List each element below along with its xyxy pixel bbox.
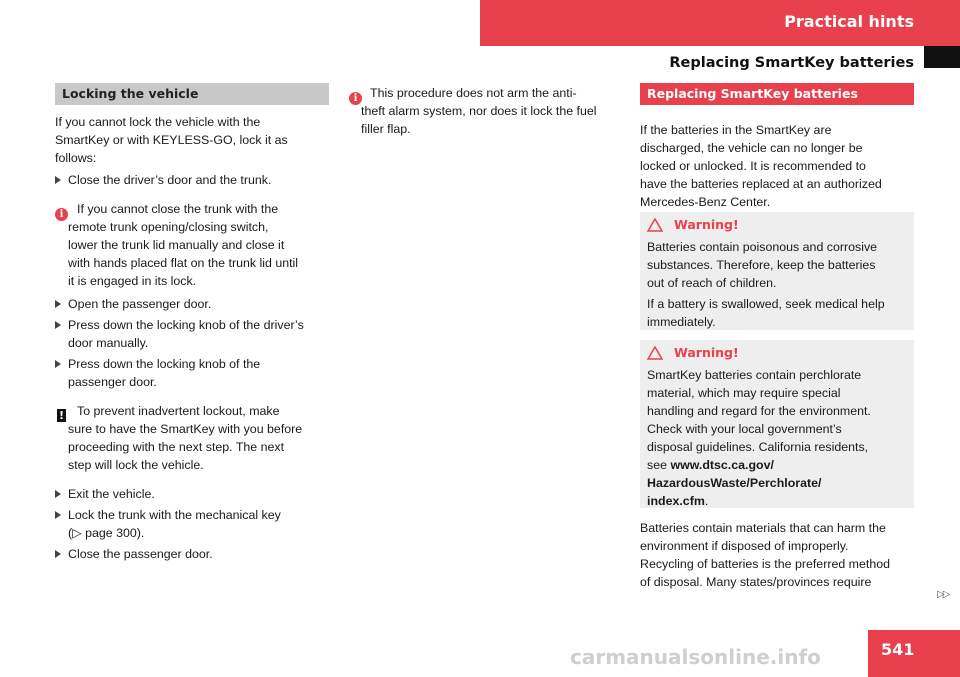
page-reference-link[interactable]: (▷ page 300).: [68, 526, 145, 540]
page-title: Replacing SmartKey batteries: [669, 55, 914, 71]
watermark: carmanualsonline.info: [570, 645, 821, 669]
step-arrow-icon: [55, 321, 61, 329]
header-tab-marker: [924, 46, 960, 68]
batteries-outro: Batteries contain materials that can harm the environment if disposed of improperly. Recycling of batteries is the preferred method of disposal. Many states/provinces require: [640, 521, 891, 589]
warning-box-poison: [640, 212, 914, 330]
section-heading-batteries: [640, 83, 914, 105]
dtsc-url-link[interactable]: www.dtsc.ca.gov/: [670, 458, 774, 472]
chapter-title: Practical hints: [784, 12, 914, 31]
warning-triangle-icon: [647, 218, 663, 232]
step-arrow-icon: [55, 300, 61, 308]
info-icon: i: [349, 86, 362, 105]
info-alarm-note: This procedure does not arm the anti-: [370, 86, 577, 100]
warning-triangle-icon: [647, 346, 663, 360]
warning-title: Warning!: [674, 345, 739, 360]
dtsc-url-link-end[interactable]: index.cfm: [647, 494, 705, 508]
step-close-doors: Close the driver’s door and the trunk.: [55, 171, 335, 189]
page-number: 541: [881, 640, 915, 659]
step-press-passenger-knob: Press down the locking knob of the passenger door.: [55, 355, 335, 373]
info-alarm-note-cont: theft alarm system, nor does it lock the fuel filler flap.: [361, 104, 597, 136]
step-press-driver-knob: Press down the locking knob of the driver’s door manually.: [55, 316, 335, 334]
section-heading-locking: [55, 83, 329, 105]
step-arrow-icon: [55, 511, 61, 519]
step-arrow-icon: [55, 550, 61, 558]
step-exit-vehicle: Exit the vehicle.: [55, 485, 335, 503]
page-number-tab: [868, 630, 960, 677]
locking-intro: If you cannot lock the vehicle with the SmartKey or with KEYLESS-GO, lock it as follows:: [55, 115, 288, 165]
caution-icon: !: [58, 409, 65, 422]
caution-lockout-cont: sure to have the SmartKey with you before proceeding with the next step. The next step will lock the vehicle.: [68, 422, 303, 472]
step-lock-trunk: Lock the trunk with the mechanical key (▷ page 300).: [55, 506, 335, 524]
step-arrow-icon: [55, 176, 61, 184]
step-open-passenger-door: Open the passenger door.: [55, 295, 335, 313]
step-arrow-icon: [55, 360, 61, 368]
step-arrow-icon: [55, 490, 61, 498]
warning-title: Warning!: [674, 217, 739, 232]
batteries-intro: If the batteries in the SmartKey are discharged, the vehicle can no longer be locked or unlocked. It is recommended to have the batteries replaced at an authorized Mercedes-Benz Center.: [640, 123, 882, 209]
info-trunk-note: If you cannot close the trunk with the: [77, 202, 279, 216]
info-icon: i: [55, 202, 68, 221]
dtsc-url-link-cont[interactable]: HazardousWaste/Perchlorate/: [647, 476, 822, 490]
warning-text: Batteries contain poisonous and corrosive substances. Therefore, keep the batteries out of reach of children. If a battery is swallowed, seek medical help immediately.: [647, 240, 885, 329]
section-heading-label: Replacing SmartKey batteries: [647, 86, 858, 101]
section-heading-label: Locking the vehicle: [62, 86, 199, 101]
continue-marker: ▷▷: [937, 589, 949, 600]
info-trunk-note-cont: remote trunk opening/closing switch, lower the trunk lid manually and close it with hands placed flat on the trunk lid until it is engaged in its lock.: [68, 220, 299, 288]
warning-box-perchlorate: [640, 340, 914, 508]
step-close-passenger-door: Close the passenger door.: [55, 545, 335, 563]
caution-lockout: To prevent inadvertent lockout, make: [77, 404, 280, 418]
warning-text: SmartKey batteries contain perchlorate material, which may require special handling and regard for the environment. Check with your local government’s disposal guidelines. California residents, see www.dtsc.ca.gov/ HazardousWaste/Perchlorate/ index.cfm.: [647, 368, 871, 508]
